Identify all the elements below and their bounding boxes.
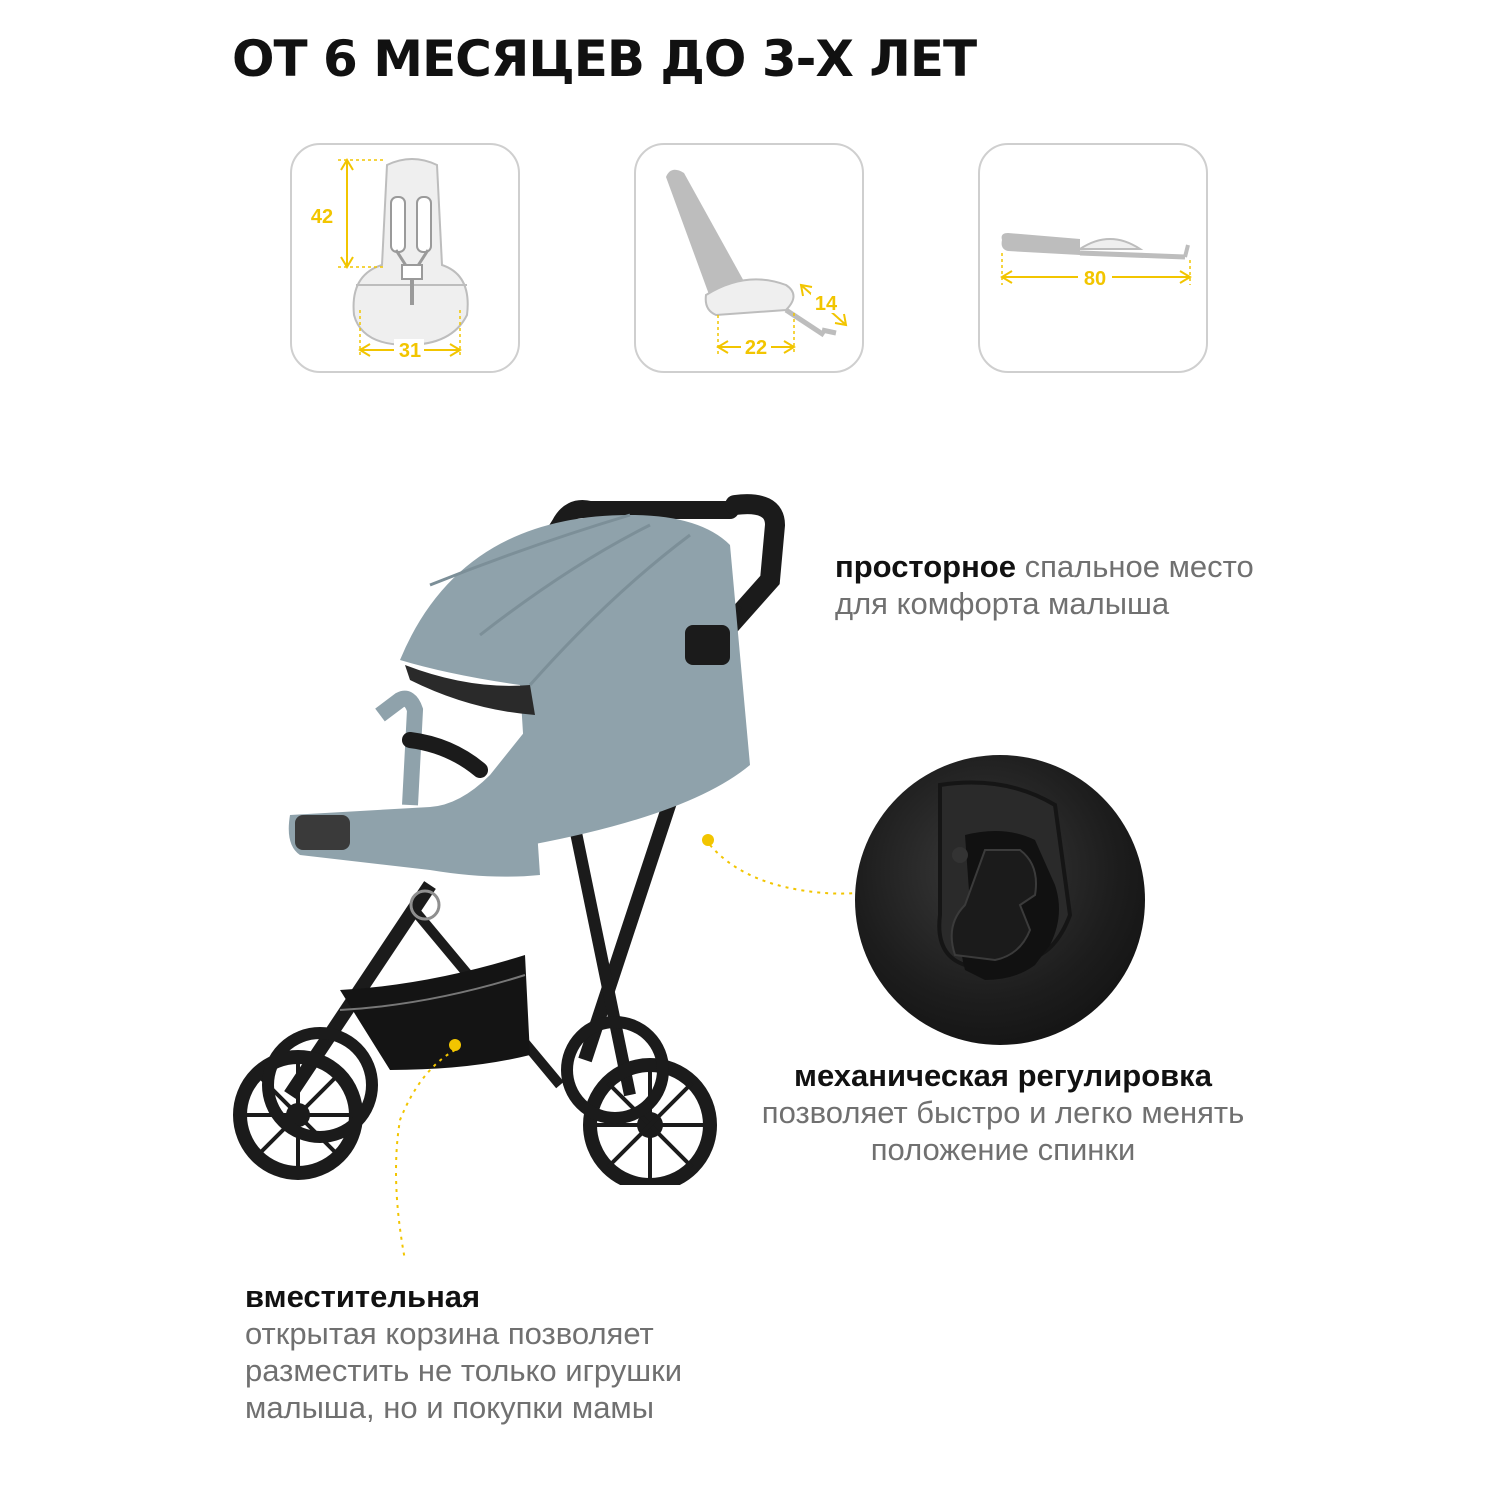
seat-depth-label: 22 — [744, 337, 768, 359]
feature-1-text: спальное место для комфорта малыша — [835, 549, 1254, 621]
page-title: ОТ 6 МЕСЯЦЕВ ДО 3-Х ЛЕТ — [232, 30, 977, 88]
recline-lever-icon — [855, 755, 1145, 1045]
seat-width-label: 31 — [398, 340, 422, 362]
feature-mechanical-adjust — [748, 1057, 1258, 1168]
feature-2-bold: механическая регулировка — [794, 1058, 1212, 1093]
footrest-label: 14 — [814, 293, 838, 315]
feature-spacious-seat — [835, 548, 1255, 622]
sleeping-length-label: 80 — [1083, 268, 1107, 290]
feature-3-bold: вместительная — [245, 1279, 481, 1314]
feature-1-bold: просторное — [835, 549, 1016, 584]
feature-2-text: позволяет быстро и легко менять положение спинки — [761, 1095, 1245, 1167]
recline-mechanism-zoom — [855, 755, 1145, 1045]
feature-basket — [245, 1278, 805, 1426]
feature-3-text: открытая корзина позволяет разместить не только игрушки малыша, но и покупки мамы — [245, 1316, 683, 1425]
seat-back-height-label: 42 — [310, 206, 334, 228]
